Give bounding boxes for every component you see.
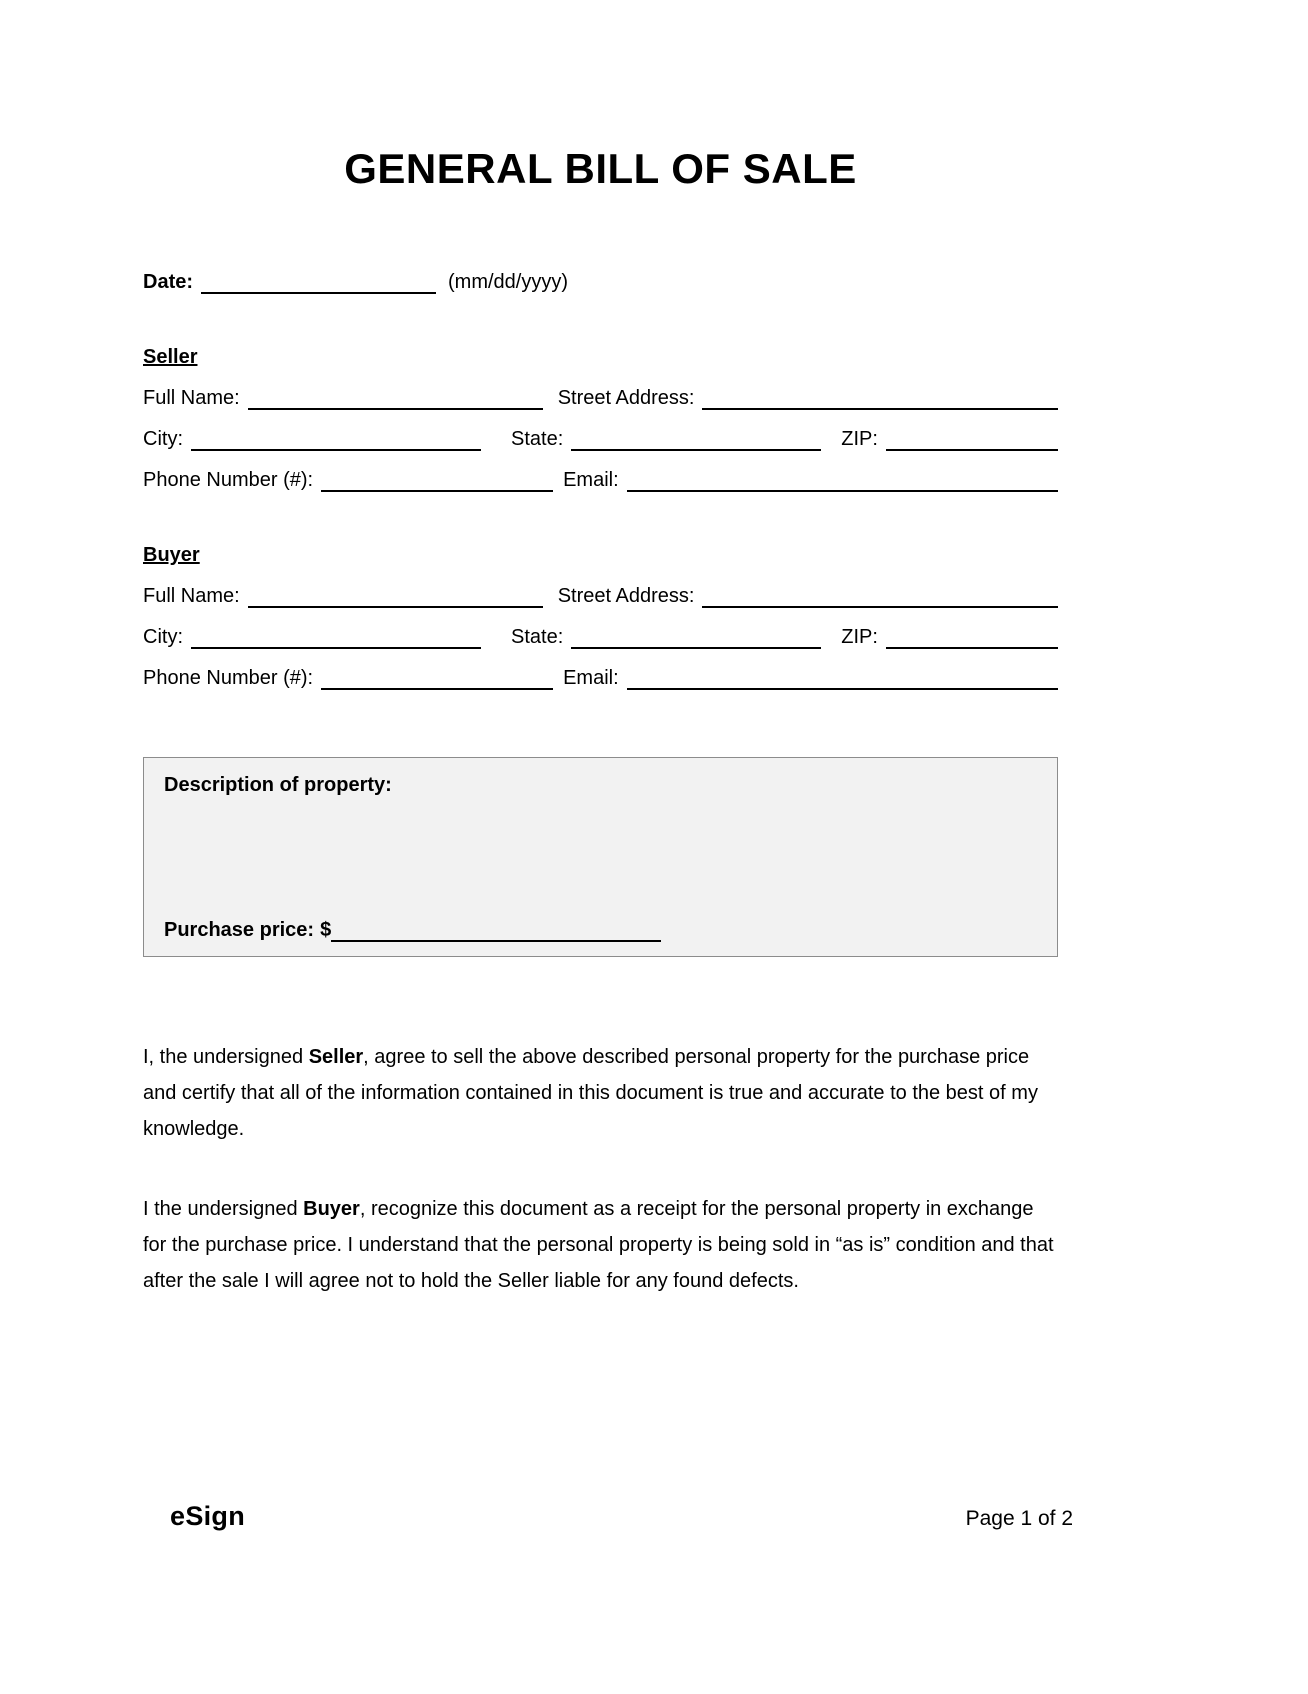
buyer-street-address-label: Street Address: [557,585,695,607]
esign-logo: eSign [170,1501,246,1531]
date-format-hint: (mm/dd/yyyy) [448,271,569,293]
document-title: GENERAL BILL OF SALE [344,145,857,192]
buyer-statement-prefix: I the undersigned [143,1198,304,1220]
seller-statement-suffix: , agree to sell the above described personal property for the purchase price and certify that all of the information contained in this document is true and accurate to the best of my knowledge. [143,1046,1038,1140]
seller-statement-paragraph [143,1039,1058,1147]
buyer-phone-blank [321,666,553,690]
buyer-name-address-row [143,584,1058,608]
date-label: Date: [143,271,194,293]
buyer-zip-label: ZIP: [841,626,878,648]
seller-state-blank [571,427,821,451]
date-row [143,270,1058,294]
buyer-statement-bold: Buyer [303,1198,360,1220]
buyer-state-label: State: [511,626,564,648]
buyer-phone-email-row [143,666,1058,690]
seller-email-blank [627,468,1058,492]
buyer-statement-suffix: , recognize this document as a receipt for the personal property in exchange for the purchase price. I understand that the personal property is being sold in “as is” condition and that after the sale I will agree not to hold the Seller liable for any found defects. [143,1198,1054,1292]
page-footer [170,1501,1073,1532]
buyer-full-name-label: Full Name: [143,585,240,607]
buyer-zip-blank [886,625,1058,649]
seller-state-label: State: [511,428,564,450]
seller-statement-prefix: I, the undersigned [143,1046,309,1068]
seller-city-state-zip-row [143,427,1058,451]
purchase-price-row [164,918,1037,942]
seller-phone-email-row [143,468,1058,492]
seller-name-address-row [143,386,1058,410]
page-number-indicator: Page 1 of 2 [965,1507,1073,1530]
seller-city-label: City: [143,428,183,450]
seller-city-blank [191,427,481,451]
seller-statement-bold: Seller [308,1046,364,1068]
buyer-city-blank [191,625,481,649]
buyer-phone-label: Phone Number (#): [143,667,314,689]
buyer-full-name-blank [248,584,543,608]
seller-zip-label: ZIP: [841,428,878,450]
seller-section-heading: Seller [143,346,198,368]
purchase-price-blank [331,918,661,942]
buyer-state-blank [571,625,821,649]
buyer-street-address-blank [702,584,1058,608]
seller-phone-label: Phone Number (#): [143,469,314,491]
seller-full-name-label: Full Name: [143,387,240,409]
purchase-price-label: Purchase price: [164,919,315,941]
seller-street-address-label: Street Address: [557,387,695,409]
buyer-section-heading: Buyer [143,544,200,566]
seller-email-label: Email: [563,469,619,491]
seller-street-address-blank [702,386,1058,410]
currency-symbol: $ [320,919,332,941]
description-of-property-label: Description of property: [164,774,392,796]
property-description-box [143,757,1058,957]
seller-zip-blank [886,427,1058,451]
buyer-city-label: City: [143,626,183,648]
buyer-statement-paragraph [143,1191,1058,1299]
date-blank [201,270,436,294]
buyer-email-label: Email: [563,667,619,689]
seller-full-name-blank [248,386,543,410]
seller-phone-blank [321,468,553,492]
buyer-email-blank [627,666,1058,690]
buyer-city-state-zip-row [143,625,1058,649]
